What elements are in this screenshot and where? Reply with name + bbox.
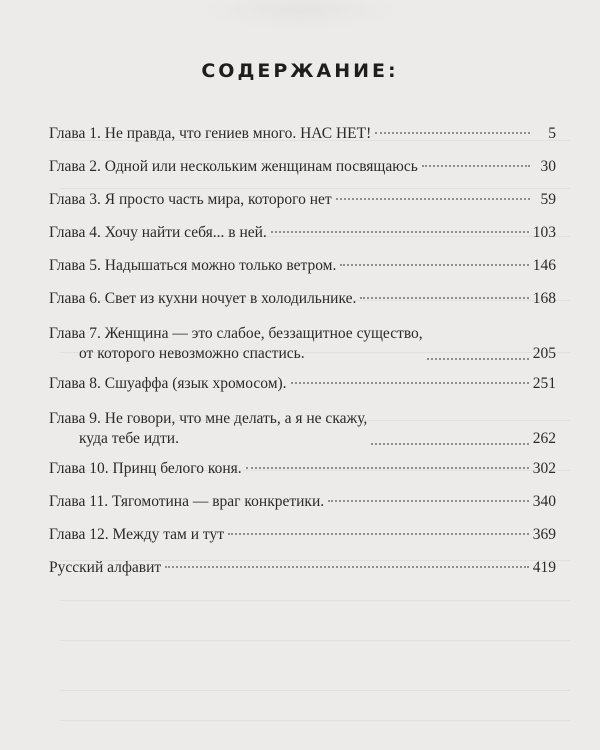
toc-entry-chapter-12[interactable] — [49, 525, 556, 558]
page-title: СОДЕРЖАНИЕ: — [201, 60, 399, 82]
toc-entry-label: Глава 2. Одной или нескольким женщинам посвящаюсь — [49, 158, 418, 175]
dot-leader — [328, 500, 529, 502]
toc-entry-label: Русский алфавит — [49, 559, 162, 576]
toc-entry-label: Глава 12. Между там и тут — [49, 526, 224, 543]
dot-leader — [371, 443, 528, 445]
toc-entry-label: Глава 10. Принц белого коня. — [49, 460, 242, 477]
dot-leader — [228, 533, 529, 535]
toc-page-number: 59 — [540, 191, 556, 208]
toc-entry-label: Глава 6. Свет из кухни ночует в холодильнике. — [49, 290, 357, 307]
toc-entry-label-line1: Глава 9. Не говори, что мне делать, а я не скажу, — [49, 410, 368, 427]
toc-entry-label: Глава 3. Я просто часть мира, которого нет — [49, 191, 332, 208]
dot-leader — [422, 165, 530, 167]
toc-entry-russian-alphabet[interactable] — [49, 558, 556, 591]
toc-entry-label-line1: Глава 7. Женщина — это слабое, беззащитное существо, — [49, 325, 423, 342]
toc-entry-chapter-5[interactable] — [49, 256, 556, 289]
toc-page-number: 103 — [532, 224, 556, 241]
toc-entry-label: Глава 5. Надышаться можно только ветром. — [49, 257, 337, 274]
table-of-contents — [49, 124, 556, 591]
toc-page-number: 251 — [532, 375, 556, 392]
toc-page-number: 30 — [540, 158, 556, 175]
toc-entry-chapter-10[interactable] — [49, 459, 556, 492]
toc-page-number: 340 — [532, 493, 556, 510]
toc-entry-chapter-1[interactable] — [49, 124, 556, 157]
toc-page-number: 262 — [532, 430, 556, 447]
dot-leader — [336, 198, 530, 200]
toc-page-number: 419 — [532, 559, 556, 576]
toc-page-number: 369 — [532, 526, 556, 543]
toc-entry-label: Глава 1. Не правда, что гениев много. НАС НЕТ! — [49, 125, 372, 142]
toc-entry-chapter-8[interactable] — [49, 374, 556, 407]
toc-entry-chapter-7[interactable] — [49, 322, 556, 374]
toc-entry-chapter-2[interactable] — [49, 157, 556, 190]
dot-leader — [427, 358, 529, 360]
toc-entry-label — [49, 409, 367, 449]
dot-leader — [271, 231, 529, 233]
toc-entry-label: Глава 4. Хочу найти себя... в ней. — [49, 224, 267, 241]
dot-leader — [165, 566, 529, 568]
toc-entry-chapter-4[interactable] — [49, 223, 556, 256]
toc-entry-label: Глава 11. Тягомотина — враг конкретики. — [49, 493, 325, 510]
toc-entry-chapter-9[interactable] — [49, 407, 556, 459]
toc-entry-chapter-3[interactable] — [49, 190, 556, 223]
dot-leader — [291, 382, 529, 384]
toc-entry-chapter-11[interactable] — [49, 492, 556, 525]
toc-entry-label-line2: от которого невозможно спастись. — [79, 345, 305, 362]
dot-leader — [360, 297, 528, 299]
toc-entry-label — [49, 324, 423, 364]
toc-page-number: 5 — [548, 125, 556, 142]
toc-page-number: 302 — [532, 460, 556, 477]
toc-page-number: 205 — [532, 345, 556, 362]
dot-leader — [246, 467, 529, 469]
toc-page-number: 146 — [532, 257, 556, 274]
toc-entry-label: Глава 8. Сшуаффа (язык хромосом). — [49, 375, 287, 392]
dot-leader — [375, 132, 530, 134]
toc-entry-label-line2: куда тебе идти. — [79, 430, 179, 447]
toc-entry-chapter-6[interactable] — [49, 289, 556, 322]
dot-leader — [340, 264, 528, 266]
toc-page-number: 168 — [532, 290, 556, 307]
